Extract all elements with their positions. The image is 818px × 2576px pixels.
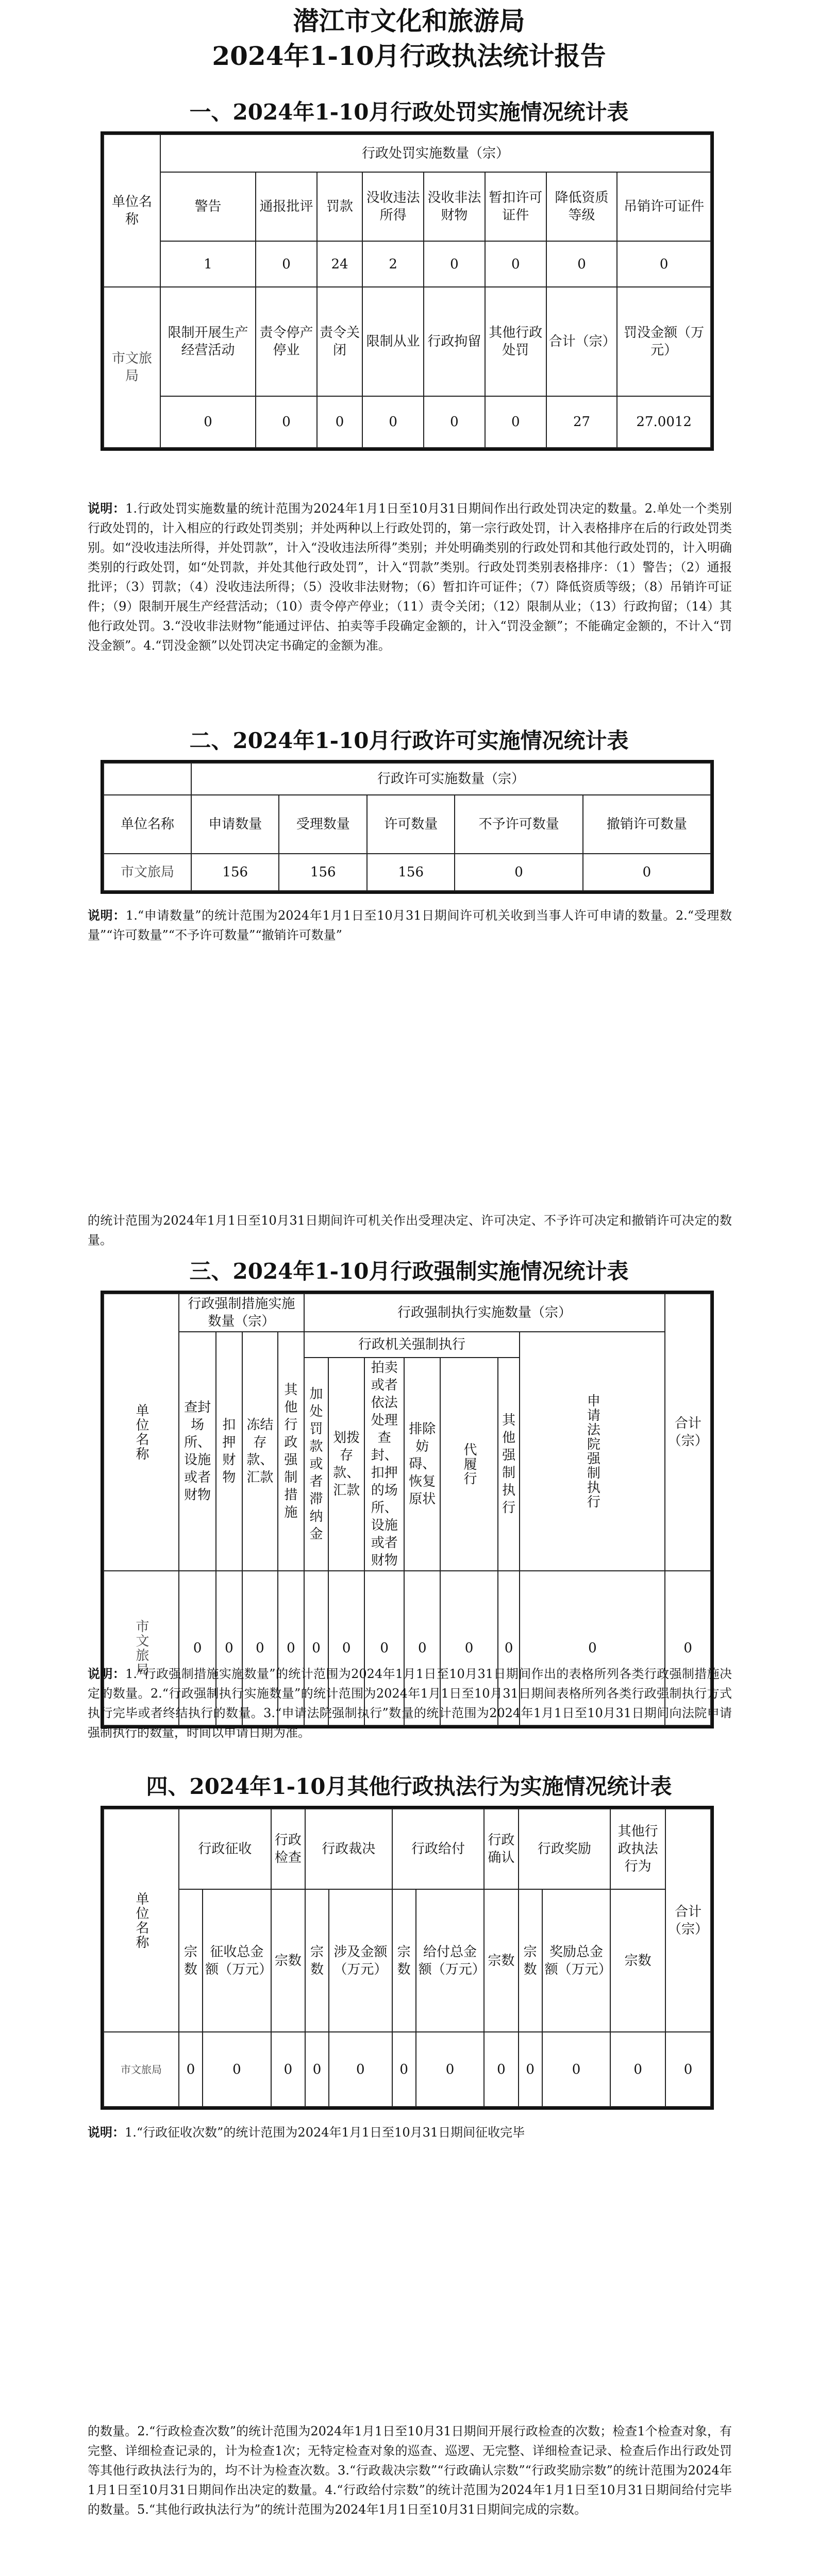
penalty-table xyxy=(103,134,711,448)
cell: 0 xyxy=(179,1571,216,1725)
col-header: 宗数 xyxy=(610,1889,665,2032)
section2-note-a xyxy=(88,906,732,945)
section2-note-b: 的统计范围为2024年1月1日至10月31日期间许可机关作出受理决定、许可决定、不予许可决定和撤销许可决定的数量。 xyxy=(88,1213,732,1247)
col-header: 没收非法财物 xyxy=(424,172,485,241)
cell: 24 xyxy=(317,241,362,287)
cell: 0 xyxy=(242,1571,278,1725)
group-header: 行政裁决 xyxy=(305,1809,392,1889)
measures-group-header: 行政强制措施实施数量（宗） xyxy=(179,1294,304,1332)
col-header: 限制开展生产经营活动 xyxy=(160,287,256,396)
cell: 0 xyxy=(520,1571,665,1725)
col-header: 责令关闭 xyxy=(317,287,362,396)
cell: 2 xyxy=(362,241,424,287)
note-label: 说明： xyxy=(88,908,126,923)
cell: 0 xyxy=(328,1571,364,1725)
cell: 0 xyxy=(498,1571,520,1725)
cell: 0 xyxy=(329,2032,392,2107)
col-header: 申请数量 xyxy=(191,795,279,854)
group-header: 行政奖励 xyxy=(519,1809,611,1889)
group-header: 行政确认 xyxy=(484,1809,518,1889)
col-header: 奖励总金额（万元） xyxy=(542,1889,611,2032)
note-label: 说明： xyxy=(88,2125,125,2140)
note-label: 说明： xyxy=(88,501,126,516)
cell: 27.0012 xyxy=(617,396,711,448)
col-header: 通报批评 xyxy=(256,172,317,241)
cell: 0 xyxy=(404,1571,440,1725)
col-header: 受理数量 xyxy=(279,795,366,854)
cell: 0 xyxy=(542,2032,611,2107)
col-header: 冻结存款、汇款 xyxy=(242,1332,278,1571)
total-header: 合计（宗） xyxy=(665,1809,711,2032)
cell: 0 xyxy=(256,241,317,287)
cell: 0 xyxy=(455,854,582,891)
cell: 0 xyxy=(424,396,485,448)
section3-heading: 三、2024年1-10月行政强制实施情况统计表 xyxy=(189,1259,629,1284)
other-actions-table xyxy=(103,1808,711,2107)
cell: 0 xyxy=(665,1571,711,1725)
cell: 0 xyxy=(256,396,317,448)
note-text: 1.“行政征收次数”的统计范围为2024年1月1日至10月31日期间征收完毕 xyxy=(125,2125,525,2140)
unit-name: 市文旅局 xyxy=(104,1571,179,1725)
cell: 0 xyxy=(160,396,256,448)
total-header: 合计（宗） xyxy=(665,1294,711,1571)
cell: 0 xyxy=(610,2032,665,2107)
col-header: 宗数 xyxy=(484,1889,518,2032)
cell: 0 xyxy=(364,1571,405,1725)
cell: 0 xyxy=(305,2032,329,2107)
col-header: 限制从业 xyxy=(362,287,424,396)
col-header: 不予许可数量 xyxy=(455,795,582,854)
agency-exec-header: 行政机关强制执行 xyxy=(304,1332,520,1358)
penalty-group-header: 行政处罚实施数量（宗） xyxy=(160,134,711,172)
cell: 0 xyxy=(362,396,424,448)
col-header: 其他行政强制措施 xyxy=(278,1332,304,1571)
cell: 156 xyxy=(279,854,366,891)
doc-title-line2: 2024年1-10月行政执法统计报告 xyxy=(212,41,606,71)
col-header: 警告 xyxy=(160,172,256,241)
group-header: 行政检查 xyxy=(271,1809,305,1889)
col-header: 扣押财物 xyxy=(216,1332,242,1571)
cell: 0 xyxy=(485,396,546,448)
col-header: 没收违法所得 xyxy=(362,172,424,241)
unit-name: 市文旅局 xyxy=(104,287,160,448)
group-header: 其他行政执法行为 xyxy=(610,1809,665,1889)
group-header: 行政给付 xyxy=(392,1809,485,1889)
cell: 27 xyxy=(546,396,617,448)
cell: 0 xyxy=(304,1571,329,1725)
note-label: 说明： xyxy=(88,1666,126,1681)
col-header: 宗数 xyxy=(392,1889,416,2032)
cell: 0 xyxy=(278,1571,304,1725)
section4-note-b: 的数量。2.“行政检查次数”的统计范围为2024年1月1日至10月31日期间开展行政检查的次数；检查1个检查对象，有完整、详细检查记录的，计为检查1次；无特定检查对象的巡查、巡逻、无完整、详细检查记录、检查后作出行政处罚等其他行政执法行为的，均不计为检查次数。3.“行政裁决宗数”“行政确认宗数”“行政奖励宗数”的统计范围为2024年1月1日至10月31日期间作出决定的数量。4.“行政给付宗数”的统计范围为2024年1月1日至10月31日期间给付完毕的数量。5.“其他行政执法行为”的统计范围为2024年1月1日至10月31日期间完成的宗数。 xyxy=(88,2424,732,2517)
cell: 156 xyxy=(367,854,455,891)
cell: 0 xyxy=(392,2032,416,2107)
unit-label: 单位名称 xyxy=(104,1809,179,2032)
col-header: 罚没金额（万元） xyxy=(617,287,711,396)
col-header: 宗数 xyxy=(271,1889,305,2032)
cell: 0 xyxy=(216,1571,242,1725)
col-header: 查封场所、设施或者财物 xyxy=(179,1332,216,1571)
col-header: 行政拘留 xyxy=(424,287,485,396)
section2-heading: 二、2024年1-10月行政许可实施情况统计表 xyxy=(189,728,629,753)
cell: 0 xyxy=(440,1571,498,1725)
col-header: 罚款 xyxy=(317,172,362,241)
cell: 0 xyxy=(617,241,711,287)
cell: 0 xyxy=(583,854,711,891)
cell: 0 xyxy=(665,2032,711,2107)
cell: 0 xyxy=(519,2032,542,2107)
col-header: 其他行政处罚 xyxy=(485,287,546,396)
col-header: 合计（宗） xyxy=(546,287,617,396)
cell: 156 xyxy=(191,854,279,891)
col-header: 划拨存款、汇款 xyxy=(328,1358,364,1571)
note-text: 1.“行政强制措施实施数量”的统计范围为2024年1月1日至10月31日期间作出的表格所列各类行政强制措施决定的数量。2.“行政强制执行实施数量”的统计范围为2024年1月1日至10月31日期间表格所列各类行政强制执行方式执行完毕或者终结执行的数量。3.“申请法院强制执行”数量的统计范围为2024年1月1日至10月31日期间向法院申请强制执行的数量，时间以申请日期为准。 xyxy=(88,1667,732,1740)
section1-note xyxy=(88,499,732,655)
cell: 1 xyxy=(160,241,256,287)
license-group-header: 行政许可实施数量（宗） xyxy=(191,763,711,795)
section4-heading: 四、2024年1-10月其他行政执法行为实施情况统计表 xyxy=(146,1774,672,1799)
col-header: 撤销许可数量 xyxy=(583,795,711,854)
section4-note-a xyxy=(88,2123,732,2142)
col-header: 代履行 xyxy=(440,1358,498,1571)
cell: 0 xyxy=(546,241,617,287)
cell: 0 xyxy=(484,2032,518,2107)
section1-heading: 一、2024年1-10月行政处罚实施情况统计表 xyxy=(189,99,629,125)
execution-group-header: 行政强制执行实施数量（宗） xyxy=(304,1294,665,1332)
cell: 0 xyxy=(317,396,362,448)
enforcement-table xyxy=(103,1293,711,1726)
cell: 0 xyxy=(416,2032,485,2107)
col-header: 吊销许可证件 xyxy=(617,172,711,241)
col-header: 申请法院强制执行 xyxy=(520,1332,665,1571)
col-header: 给付总金额（万元） xyxy=(416,1889,485,2032)
cell: 0 xyxy=(179,2032,203,2107)
col-header: 许可数量 xyxy=(367,795,455,854)
note-text: 1.“申请数量”的统计范围为2024年1月1日至10月31日期间许可机关收到当事人许可申请的数量。2.“受理数量”“许可数量”“不予许可数量”“撤销许可数量” xyxy=(88,908,732,942)
col-header: 排除妨碍、恢复原状 xyxy=(404,1358,440,1571)
col-header: 加处罚款或者滞纳金 xyxy=(304,1358,329,1571)
cell: 0 xyxy=(271,2032,305,2107)
section3-note xyxy=(88,1664,732,1742)
col-header: 单位名称 xyxy=(104,795,191,854)
unit-name: 市文旅局 xyxy=(104,2032,179,2107)
unit-label: 单位名称 xyxy=(104,134,160,287)
cell: 0 xyxy=(424,241,485,287)
col-header: 宗数 xyxy=(179,1889,203,2032)
col-header: 降低资质等级 xyxy=(546,172,617,241)
cell: 0 xyxy=(203,2032,271,2107)
unit-label: 单位名称 xyxy=(104,1294,179,1571)
col-header: 宗数 xyxy=(519,1889,542,2032)
note-text: 1.行政处罚实施数量的统计范围为2024年1月1日至10月31日期间作出行政处罚决定的数量。2.单处一个类别行政处罚的，计入相应的行政处罚类别；并处两种以上行政处罚的，第一宗行政处罚，计入表格排序在后的行政处罚类别。如“没收违法所得，并处罚款”，计入“没收违法所得”类别；并处明确类别的行政处罚和其他行政处罚的，计入明确类别的行政处罚，如“处罚款，并处其他行政处罚”，计入“罚款”类别。行政处罚类别表格排序：（1）警告；（2）通报批评；（3）罚款；（4）没收违法所得；（5）没收非法财物；（6）暂扣许可证件；（7）降低资质等级；（8）吊销许可证件；（9）限制开展生产经营活动；（10）责令停产停业；（11）责令关闭；（12）限制从业；（13）行政拘留；（14）其他行政处罚。3.“没收非法财物”能通过评估、拍卖等手段确定金额的，计入“罚没金额”；不能确定金额的，不计入“罚没金额”。4.“罚没金额”以处罚决定书确定的金额为准。 xyxy=(88,501,732,653)
col-header: 宗数 xyxy=(305,1889,329,2032)
unit-name: 市文旅局 xyxy=(104,854,191,891)
col-header: 拍卖或者依法处理查封、扣押的场所、设施或者财物 xyxy=(364,1358,405,1571)
col-header: 暂扣许可证件 xyxy=(485,172,546,241)
col-header: 责令停产停业 xyxy=(256,287,317,396)
license-table xyxy=(103,762,711,891)
doc-title-line1: 潜江市文化和旅游局 xyxy=(293,6,525,36)
col-header: 征收总金额（万元） xyxy=(203,1889,271,2032)
col-header: 其他强制执行 xyxy=(498,1358,520,1571)
group-header: 行政征收 xyxy=(179,1809,271,1889)
cell: 0 xyxy=(485,241,546,287)
col-header: 涉及金额（万元） xyxy=(329,1889,392,2032)
